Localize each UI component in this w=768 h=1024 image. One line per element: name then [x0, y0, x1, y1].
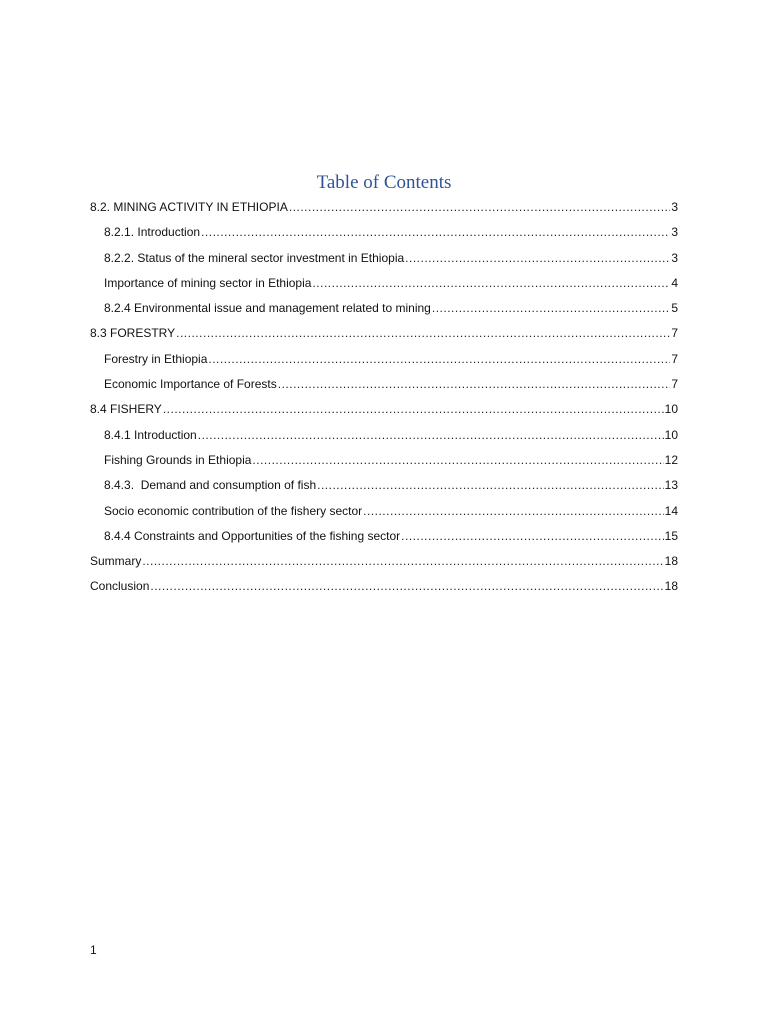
toc-entry-text: Forestry in Ethiopia [104, 351, 208, 366]
toc-entry[interactable] [90, 349, 678, 374]
toc-entry-text: 8.2.4 Environmental issue and management related to mining [104, 301, 431, 316]
toc-entry[interactable] [90, 450, 678, 475]
toc-dot-leader [142, 551, 663, 571]
toc-title: Table of Contents [316, 172, 452, 193]
toc-entry-text: 8.3 FORESTRY [90, 326, 176, 341]
toc-entry[interactable] [90, 526, 678, 551]
toc-entry[interactable] [90, 374, 678, 399]
toc-entry-text: Conclusion [90, 579, 150, 594]
toc-dot-leader [176, 323, 670, 343]
toc-entry[interactable] [90, 475, 678, 500]
toc-entry[interactable] [90, 551, 678, 576]
toc-entry-page: 13 [664, 478, 678, 493]
toc-entry-text: 8.4.4 Constraints and Opportunities of the fishing sector [104, 528, 401, 543]
toc-dot-leader [432, 298, 670, 318]
toc-entry-page: 15 [664, 528, 678, 543]
toc-entry-text: Socio economic contribution of the fishery sector [104, 503, 363, 518]
toc-entry-text: Economic Importance of Forests [104, 377, 277, 392]
toc-entry-text: 8.4 FISHERY [90, 402, 162, 417]
toc-entry-text: Fishing Grounds in Ethiopia [104, 452, 252, 467]
toc-entry-text: Importance of mining sector in Ethiopia [104, 275, 312, 290]
toc-entry-page: 14 [664, 503, 678, 518]
toc-dot-leader [317, 475, 664, 495]
toc-dot-leader [163, 399, 664, 419]
toc-entry[interactable] [90, 425, 678, 450]
toc-dot-leader [289, 197, 670, 217]
toc-dot-leader [278, 374, 671, 394]
toc-entry-page: 18 [664, 579, 678, 594]
toc-entry-page: 7 [671, 351, 678, 366]
toc-entry-page: 5 [671, 301, 678, 316]
toc-entry[interactable] [90, 298, 678, 323]
toc-entry-text: 8.2.1. Introduction [104, 225, 201, 240]
toc-entry-text: Summary [90, 554, 142, 569]
toc-entry-text: 8.4.1 Introduction [104, 427, 197, 442]
toc-entry[interactable] [90, 576, 678, 601]
toc-dot-leader [312, 273, 670, 293]
toc-dot-leader [201, 222, 670, 242]
toc-entry-text: 8.2. MINING ACTIVITY IN ETHIOPIA [90, 200, 288, 214]
toc-dot-leader [150, 576, 663, 596]
toc-dot-leader [405, 248, 670, 268]
toc-entry[interactable] [90, 399, 678, 424]
toc-entry-page: 7 [671, 377, 678, 392]
toc-entry[interactable] [90, 248, 678, 273]
toc-entry-page: 10 [664, 427, 678, 442]
toc-list [90, 197, 678, 602]
toc-entry-page: 12 [664, 452, 678, 467]
toc-entry-text: 8.4.3. Demand and consumption of fish [104, 478, 317, 493]
toc-entry-text: 8.2.2. Status of the mineral sector investment in Ethiopia [104, 250, 405, 265]
toc-entry[interactable] [90, 222, 678, 247]
toc-entry-page: 10 [664, 402, 678, 417]
toc-entry[interactable] [90, 501, 678, 526]
toc-dot-leader [208, 349, 670, 369]
page-number: 1 [90, 943, 97, 957]
toc-entry-page: 18 [664, 554, 678, 569]
toc-dot-leader [252, 450, 663, 470]
toc-entry[interactable] [90, 273, 678, 298]
toc-entry-page: 3 [671, 200, 678, 214]
toc-entry-page: 3 [671, 225, 678, 240]
toc-dot-leader [401, 526, 663, 546]
toc-entry-page: 4 [671, 275, 678, 290]
toc-entry-page: 3 [671, 250, 678, 265]
toc-entry[interactable] [90, 323, 678, 348]
toc-entry-page: 7 [671, 326, 678, 341]
toc-dot-leader [363, 501, 664, 521]
toc-entry[interactable] [90, 197, 678, 222]
toc-dot-leader [198, 425, 664, 445]
